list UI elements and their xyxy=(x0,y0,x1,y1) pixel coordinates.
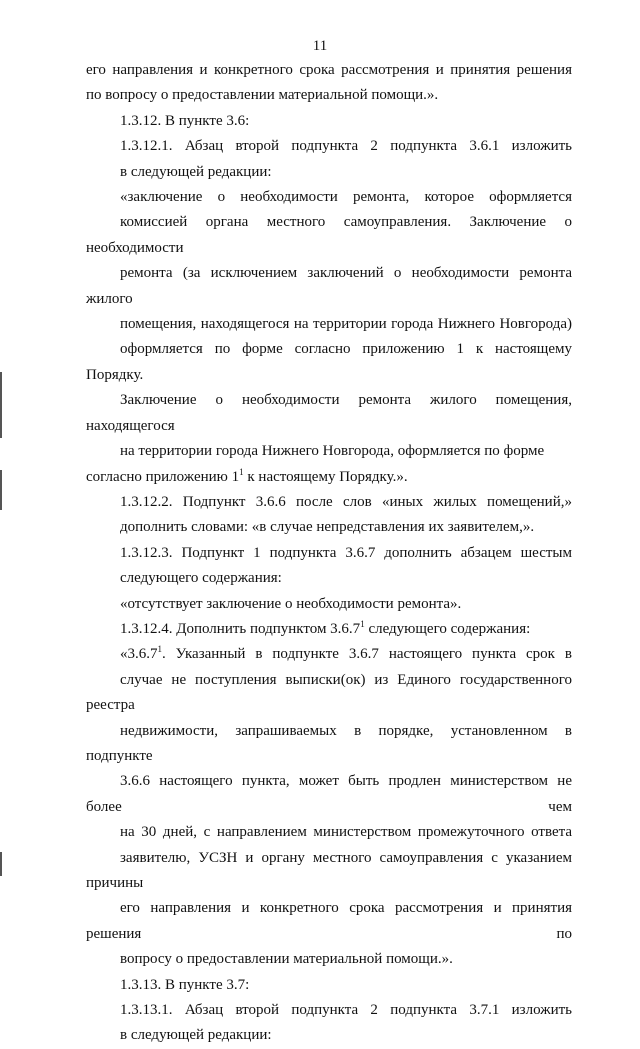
text-line: случае не поступления выписки(ок) из Единого государственного реестра xyxy=(86,671,572,714)
text-line: на территории города Нижнего Новгорода, оформляется по форме xyxy=(120,443,545,460)
paragraph xyxy=(86,592,572,617)
text-line: ремонта (за исключением заключений о необходимости ремонта жилого xyxy=(86,265,572,307)
text-fragment: «3.6.7 xyxy=(120,646,158,663)
paragraph xyxy=(86,58,572,109)
paragraph xyxy=(86,541,572,592)
scan-edge-mark xyxy=(0,372,2,438)
text-line: в следующей редакции: xyxy=(120,1027,272,1044)
text-line: оформляется по форме согласно приложению 1 к настоящему Порядку. xyxy=(86,341,572,383)
text-line: заявителю, УСЗН и органу местного самоуправления с указанием причины xyxy=(86,849,572,891)
text-line: 1.3.12.3. Подпункт 1 подпункта 3.6.7 дополнить абзацем шестым xyxy=(120,544,572,561)
text-line xyxy=(86,465,572,490)
text-line: его направления и конкретного срока рассмотрения и принятия решения xyxy=(86,62,572,78)
paragraph xyxy=(86,642,572,972)
text-fragment: согласно приложению 1 xyxy=(86,468,240,485)
paragraph xyxy=(86,998,572,1049)
paragraph xyxy=(86,617,572,642)
text-line: 3.6.6 настоящего пункта, может быть продлен министерством не более чем xyxy=(86,773,572,815)
superscript: 1 xyxy=(239,466,244,477)
text-line xyxy=(86,617,572,642)
text-line: 1.3.12.2. Подпункт 3.6.6 после слов «иных жилых помещений,» xyxy=(120,493,572,510)
text-line: следующего содержания: xyxy=(120,570,282,587)
text-line: 1.3.13.1. Абзац второй подпункта 2 подпункта 3.7.1 изложить xyxy=(120,1002,572,1019)
scan-edge-mark xyxy=(0,852,2,876)
text-line: 1.3.13. В пункте 3.7: xyxy=(120,976,250,993)
superscript: 1 xyxy=(157,644,162,655)
text-line: вопросу о предоставлении материальной помощи.». xyxy=(120,951,453,968)
text-fragment: 1.3.12.4. Дополнить подпунктом 3.6.7 xyxy=(120,620,361,637)
text-line: Заключение о необходимости ремонта жилого помещения, находящегося xyxy=(86,392,572,434)
text-fragment: к настоящему Порядку.». xyxy=(243,468,408,485)
scan-edge-mark xyxy=(0,470,2,510)
superscript: 1 xyxy=(360,618,365,629)
text-line: на 30 дней, с направлением министерством промежуточного ответа xyxy=(120,824,572,841)
text-line: его направления и конкретного срока рассмотрения и принятия решения по xyxy=(86,900,572,942)
text-line: по вопросу о предоставлении материальной помощи.». xyxy=(86,87,439,104)
text-fragment: следующего содержания: xyxy=(364,620,531,637)
text-line: помещения, находящегося на территории города Нижнего Новгорода) xyxy=(120,316,572,333)
paragraph xyxy=(86,465,572,490)
document-body xyxy=(86,58,572,1049)
page-number: 11 xyxy=(312,38,328,54)
text-line: «заключение о необходимости ремонта, которое оформляется xyxy=(120,189,572,206)
text-fragment: . Указанный в подпункте 3.6.7 настоящего пункта срок в xyxy=(162,646,572,663)
text-line: комиссией органа местного самоуправления. Заключение о необходимости xyxy=(86,214,572,256)
text-line: 1.3.12.1. Абзац второй подпункта 2 подпункта 3.6.1 изложить xyxy=(120,138,572,155)
paragraph xyxy=(86,185,572,464)
paragraph xyxy=(86,490,572,541)
paragraph xyxy=(86,134,572,185)
text-line: дополнить словами: «в случае непредставления их заявителем,». xyxy=(120,519,535,536)
paragraph xyxy=(86,973,572,998)
text-line xyxy=(86,642,572,667)
paragraph xyxy=(86,109,572,134)
text-line: «отсутствует заключение о необходимости ремонта». xyxy=(120,595,462,612)
text-line: 1.3.12. В пункте 3.6: xyxy=(120,112,250,129)
text-line: в следующей редакции: xyxy=(120,163,272,180)
text-line: недвижимости, запрашиваемых в порядке, установленном в подпункте xyxy=(86,722,572,764)
